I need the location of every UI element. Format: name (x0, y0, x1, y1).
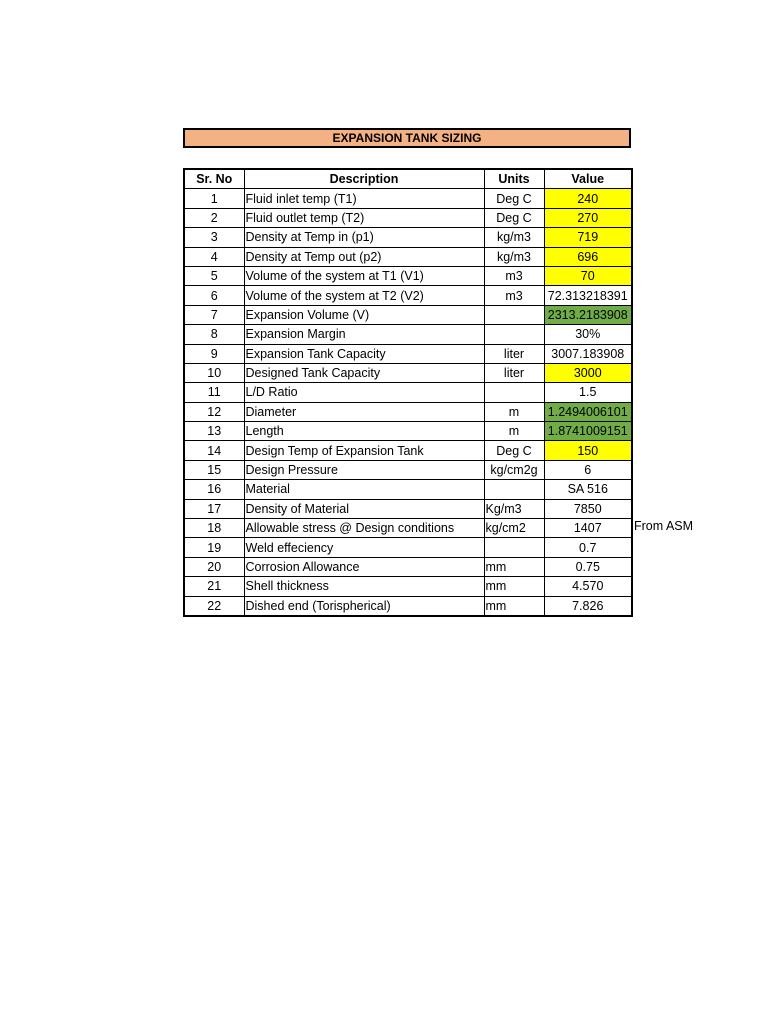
cell-description[interactable]: Weld effeciency (244, 538, 484, 557)
table-row (184, 325, 632, 344)
cell-units[interactable]: m3 (484, 266, 544, 285)
cell-units[interactable]: liter (484, 344, 544, 363)
header-value: Value (544, 169, 632, 189)
table-row (184, 519, 632, 538)
table-row (184, 383, 632, 402)
cell-value[interactable]: 270 (544, 208, 632, 227)
table-row (184, 596, 632, 616)
cell-value[interactable]: 0.75 (544, 557, 632, 576)
cell-sr-no[interactable]: 4 (184, 247, 244, 266)
table-row (184, 363, 632, 382)
cell-description[interactable]: Volume of the system at T1 (V1) (244, 266, 484, 285)
table-row (184, 228, 632, 247)
cell-description[interactable]: Fluid inlet temp (T1) (244, 189, 484, 208)
cell-units[interactable]: m (484, 402, 544, 421)
cell-value[interactable]: SA 516 (544, 480, 632, 499)
cell-value[interactable]: 70 (544, 266, 632, 285)
cell-units[interactable]: mm (484, 577, 544, 596)
cell-units[interactable] (484, 325, 544, 344)
cell-value[interactable]: 1.5 (544, 383, 632, 402)
header-row (184, 169, 632, 189)
cell-description[interactable]: Designed Tank Capacity (244, 363, 484, 382)
header-description: Description (244, 169, 484, 189)
table-row (184, 189, 632, 208)
cell-units[interactable]: Kg/m3 (484, 499, 544, 518)
cell-value[interactable]: 3000 (544, 363, 632, 382)
cell-value[interactable]: 1407 (544, 519, 632, 538)
table-row (184, 305, 632, 324)
cell-units[interactable]: kg/cm2g (484, 460, 544, 479)
cell-sr-no[interactable]: 6 (184, 286, 244, 305)
cell-units[interactable]: kg/m3 (484, 247, 544, 266)
cell-value[interactable]: 0.7 (544, 538, 632, 557)
cell-value[interactable]: 4.570 (544, 577, 632, 596)
cell-description[interactable]: Design Temp of Expansion Tank (244, 441, 484, 460)
cell-value[interactable]: 1.8741009151 (544, 422, 632, 441)
cell-description[interactable]: L/D Ratio (244, 383, 484, 402)
header-units: Units (484, 169, 544, 189)
cell-value[interactable]: 7.826 (544, 596, 632, 616)
cell-units[interactable]: mm (484, 557, 544, 576)
cell-sr-no[interactable]: 8 (184, 325, 244, 344)
cell-sr-no[interactable]: 1 (184, 189, 244, 208)
cell-description[interactable]: Material (244, 480, 484, 499)
cell-units[interactable]: Deg C (484, 208, 544, 227)
cell-sr-no[interactable]: 2 (184, 208, 244, 227)
cell-units[interactable] (484, 383, 544, 402)
sheet-title: EXPANSION TANK SIZING (183, 128, 631, 148)
table-row (184, 480, 632, 499)
cell-description[interactable]: Design Pressure (244, 460, 484, 479)
cell-sr-no[interactable]: 22 (184, 596, 244, 616)
cell-description[interactable]: Shell thickness (244, 577, 484, 596)
cell-units[interactable]: kg/cm2 (484, 519, 544, 538)
table-body (184, 189, 632, 616)
cell-sr-no[interactable]: 15 (184, 460, 244, 479)
cell-description[interactable]: Allowable stress @ Design conditions (244, 519, 484, 538)
cell-value[interactable]: 696 (544, 247, 632, 266)
cell-sr-no[interactable]: 20 (184, 557, 244, 576)
cell-value[interactable]: 3007.183908 (544, 344, 632, 363)
cell-value[interactable]: 30% (544, 325, 632, 344)
cell-sr-no[interactable]: 14 (184, 441, 244, 460)
cell-description[interactable]: Density of Material (244, 499, 484, 518)
cell-units[interactable] (484, 480, 544, 499)
table-row (184, 344, 632, 363)
cell-units[interactable]: Deg C (484, 441, 544, 460)
cell-description[interactable]: Volume of the system at T2 (V2) (244, 286, 484, 305)
cell-units[interactable]: m3 (484, 286, 544, 305)
table-row (184, 422, 632, 441)
cell-sr-no[interactable]: 17 (184, 499, 244, 518)
cell-sr-no[interactable]: 16 (184, 480, 244, 499)
cell-units[interactable] (484, 538, 544, 557)
cell-description[interactable]: Density at Temp in (p1) (244, 228, 484, 247)
cell-units[interactable]: liter (484, 363, 544, 382)
table-row (184, 577, 632, 596)
cell-units[interactable]: mm (484, 596, 544, 616)
cell-description[interactable]: Expansion Margin (244, 325, 484, 344)
cell-value[interactable]: 7850 (544, 499, 632, 518)
cell-description[interactable]: Expansion Tank Capacity (244, 344, 484, 363)
cell-sr-no[interactable]: 13 (184, 422, 244, 441)
cell-sr-no[interactable]: 18 (184, 519, 244, 538)
cell-sr-no[interactable]: 10 (184, 363, 244, 382)
cell-value[interactable]: 719 (544, 228, 632, 247)
cell-units[interactable]: m (484, 422, 544, 441)
table-row (184, 499, 632, 518)
cell-sr-no[interactable]: 19 (184, 538, 244, 557)
cell-description[interactable]: Length (244, 422, 484, 441)
cell-units[interactable]: Deg C (484, 189, 544, 208)
cell-description[interactable]: Diameter (244, 402, 484, 421)
cell-value[interactable]: 2313.2183908 (544, 305, 632, 324)
cell-sr-no[interactable]: 5 (184, 266, 244, 285)
table-row (184, 286, 632, 305)
table-row (184, 441, 632, 460)
cell-units[interactable]: kg/m3 (484, 228, 544, 247)
table-row (184, 208, 632, 227)
cell-value[interactable]: 240 (544, 189, 632, 208)
cell-description[interactable]: Fluid outlet temp (T2) (244, 208, 484, 227)
cell-description[interactable]: Corrosion Allowance (244, 557, 484, 576)
cell-value[interactable]: 6 (544, 460, 632, 479)
cell-description[interactable]: Expansion Volume (V) (244, 305, 484, 324)
side-note: From ASM (634, 519, 694, 533)
cell-units[interactable] (484, 305, 544, 324)
cell-sr-no[interactable]: 3 (184, 228, 244, 247)
table-row (184, 538, 632, 557)
cell-sr-no[interactable]: 11 (184, 383, 244, 402)
header-sr-no: Sr. No (184, 169, 244, 189)
cell-sr-no[interactable]: 9 (184, 344, 244, 363)
cell-value[interactable]: 72.313218391 (544, 286, 632, 305)
cell-description[interactable]: Density at Temp out (p2) (244, 247, 484, 266)
cell-sr-no[interactable]: 21 (184, 577, 244, 596)
cell-value[interactable]: 150 (544, 441, 632, 460)
table-row (184, 266, 632, 285)
table-row (184, 402, 632, 421)
table-row (184, 247, 632, 266)
table-row (184, 557, 632, 576)
table-row (184, 460, 632, 479)
cell-value[interactable]: 1.2494006101 (544, 402, 632, 421)
expansion-tank-table (183, 168, 633, 617)
cell-description[interactable]: Dished end (Torispherical) (244, 596, 484, 616)
cell-sr-no[interactable]: 7 (184, 305, 244, 324)
cell-sr-no[interactable]: 12 (184, 402, 244, 421)
